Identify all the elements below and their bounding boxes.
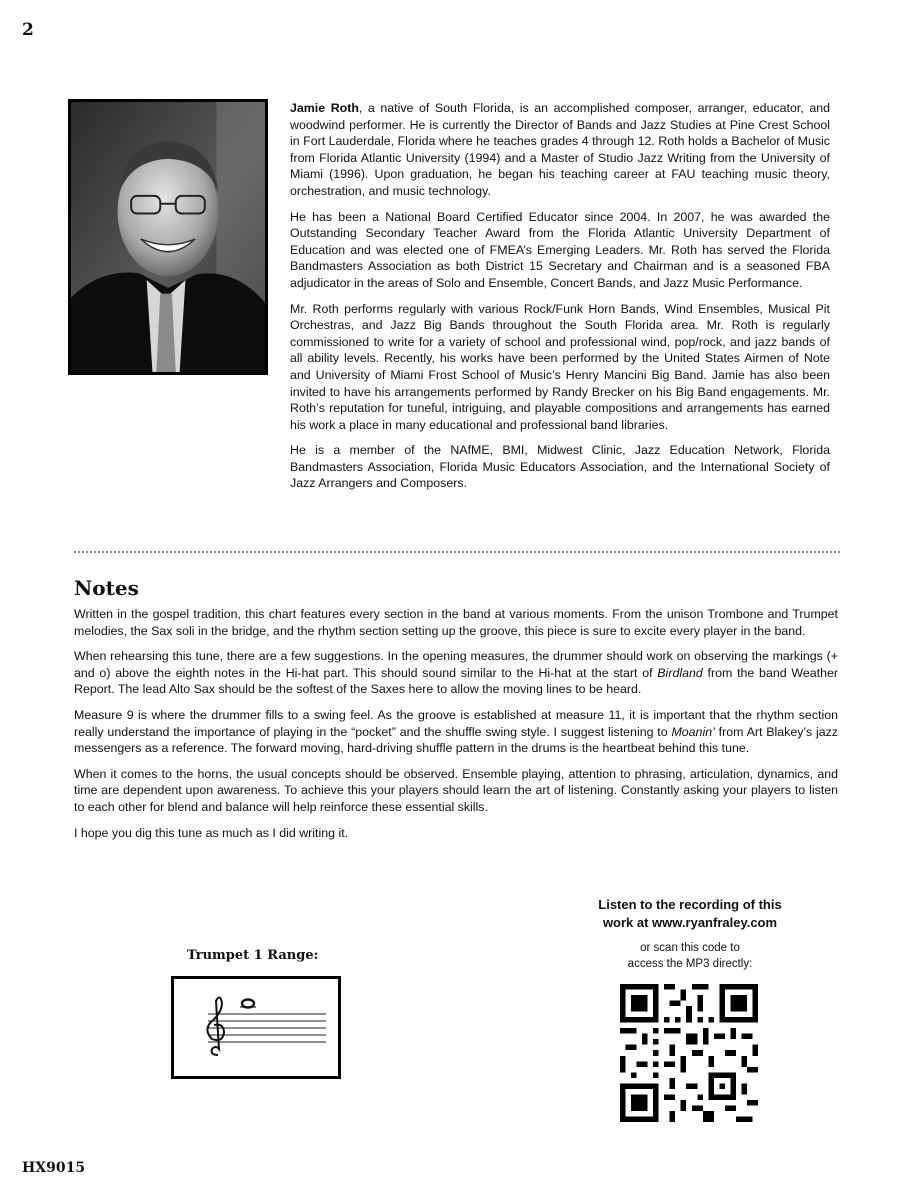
author-portrait-image (71, 102, 265, 372)
notes-text: from Art Blakey’s jazz messengers as a reference. The forward moving, hard-driving shuffle pattern in the drums is the heartbeat behind this tune. (74, 724, 838, 756)
notes-body (74, 606, 838, 850)
bio-paragraph: Mr. Roth performs regularly with various Rock/Funk Horn Bands, Wind Ensembles, Musical Pit Orchestras, and Jazz Big Bands throughout the South Florida area. Mr. Roth is regularly commissioned to write for a variety of school and professional wind, pop/rock, and jazz bands of all ability levels. Recently, his works have been performed by the United States Airmen of Note and University of Miami Frost School of Music’s Henry Mancini Big Band. Jamie has also been invited to have his arrangements performed by Randy Brecker on his Big Band engagements. Mr. Roth’s reputation for tuneful, intriguing, and playable compositions and arrangements has earned his work a place in many educational and professional band libraries. (290, 301, 830, 432)
bio-paragraph (290, 100, 830, 200)
author-name: Jamie Roth (290, 101, 359, 115)
notes-heading: Notes (74, 576, 139, 600)
qr-code-icon (620, 984, 758, 1122)
qr-code[interactable] (620, 984, 758, 1122)
notes-text: from the band Weather Report. The lead Alto Sax should be the softest of the Saxes here to allow the moving lines to be heard. (74, 665, 838, 697)
notes-title-reference: Birdland (657, 665, 703, 680)
treble-staff-image (174, 979, 338, 1076)
scan-line: access the MP3 directly: (627, 958, 753, 970)
author-photo (68, 99, 268, 375)
notes-paragraph (74, 648, 838, 698)
notes-title-reference: Moanin’ (671, 724, 715, 739)
footer-catalog-code: HX9015 (22, 1160, 86, 1176)
notes-paragraph: Written in the gospel tradition, this chart features every section in the band at various moments. From the unison Trombone and Trumpet melodies, the Sax soli in the bridge, and the rhythm section setting up the groove, this piece is sure to excite every player in the band. (74, 607, 838, 638)
notes-paragraph: When it comes to the horns, the usual concepts should be observed. Ensemble playing, attention to phrasing, articulation, dynamics, and time are dependent upon awareness. To achieve this your players should learn the art of listening. Constantly asking your players to listen to each other for blend and balance will help reinforce these essential skills. (74, 766, 838, 814)
scan-instructions (560, 940, 820, 972)
notes-paragraph (74, 707, 838, 757)
dotted-divider (74, 551, 840, 553)
listen-website-line[interactable]: work at www.ryanfraley.com (602, 915, 778, 930)
bio-paragraph: He has been a National Board Certified Educator since 2004. In 2007, he was awarded the Outstanding Secondary Teacher Award from the Florida Atlantic University Department of Education and was elected one of FMEA’s Emerging Leaders. Mr. Roth has served the Florida Bandmasters Association as both District 15 Secretary and Chairman and is a seasoned FBA adjudicator in the areas of Solo and Ensemble, Concert Bands, and Jazz Music Performance. (290, 209, 830, 290)
bio-paragraph-text: , a native of South Florida, is an accomplished composer, arranger, educator, and woodwind performer. He is currently the Director of Bands and Jazz Studies at Pine Crest School in Fort Lauderdale, Florida where he teaches grades 4 through 12. Roth holds a Bachelor of Music from Florida Atlantic University (1994) and a Master of Studio Jazz Writing from the University of Miami (1996). Upon graduation, he began his teaching career at FAU teaching music theory, orchestration, and music technology. (290, 101, 830, 198)
whole-note-icon (242, 1000, 254, 1008)
bio-paragraph: He is a member of the NAfME, BMI, Midwest Clinic, Jazz Education Network, Florida Bandmasters Association, Florida Music Educators Association, and the International Society of Jazz Arrangers and Composers. (290, 443, 830, 491)
trumpet-range-staff (171, 976, 341, 1079)
author-bio (290, 100, 830, 501)
notes-text: Measure 9 is where the drummer fills to a swing feel. As the groove is established at measure 11, it is important that the rhythm section really understand the importance of playing in the “pocket” and the shuffle swing style. I suggest listening to (74, 707, 838, 739)
scan-line: or scan this code to (640, 942, 740, 954)
listen-line: Listen to the recording of this (598, 897, 782, 912)
notes-text: When rehearsing this tune, there are a few suggestions. In the opening measures, the drummer should work on observing the markings (+ and o) above the eighth notes in the Hi-hat part. This should sound similar to the Hi-hat at the start of (74, 649, 838, 680)
page-number: 2 (22, 20, 34, 40)
trumpet-range-title: Trumpet 1 Range: (187, 948, 319, 963)
notes-paragraph: I hope you dig this tune as much as I did writing it. (74, 825, 349, 840)
listen-block (560, 896, 820, 972)
treble-clef-icon (207, 997, 224, 1055)
